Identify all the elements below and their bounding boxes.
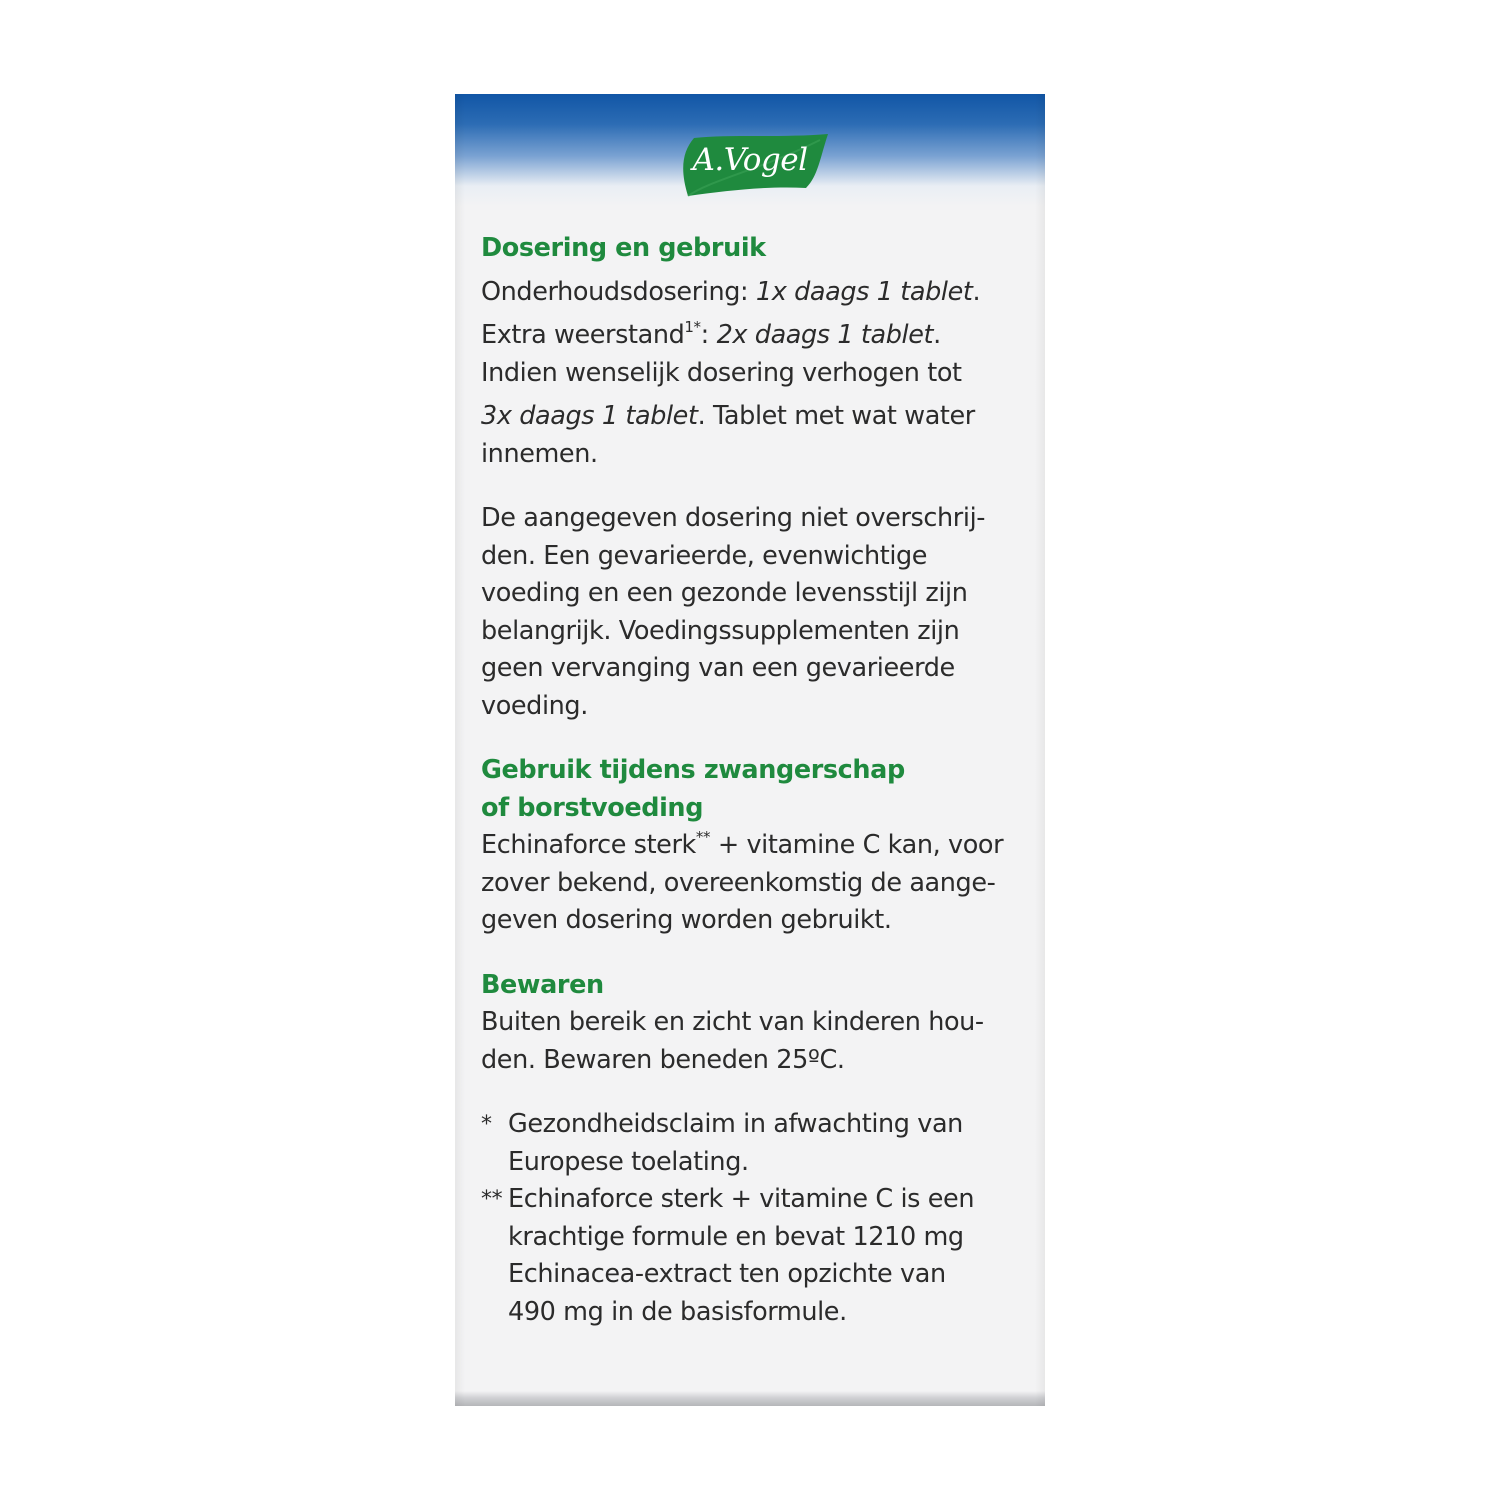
extra-resistance-dose: Extra weerstand$^{1*}$: 2x daags 1 tablet.: [481, 317, 941, 350]
increase-line: Indien wenselijk dosering verhogen tot: [481, 357, 962, 388]
footnote-2: ** Echinaforce sterk + vitamine C is een krachtige formule en bevat 1210 mg Echinacea-extract ten opzichte van 490 mg in de basisformule.: [481, 1184, 975, 1327]
storage-text: Buiten bereik en zicht van kinderen hou- den. Bewaren beneden 25ºC.: [481, 1007, 984, 1075]
brand-name: A.Vogel: [692, 142, 808, 178]
increase-end: innemen.: [481, 438, 598, 469]
footnote-1: * Gezondheidsclaim in afwachting van Europese toelating.: [481, 1109, 963, 1177]
maintenance-dose: Onderhoudsdosering: 1x daags 1 tablet.: [481, 276, 981, 307]
instructions-text: [481, 230, 1026, 1331]
dosing-warning: De aangegeven dosering niet overschrij- den. Een gevarieerde, evenwichtige voeding en een gezonde levensstijl zijn belangrijk. Voedingssupplementen zijn geen vervanging van een gevarieerde voeding.: [481, 503, 986, 721]
avogel-logo: [670, 130, 830, 200]
pregnancy-heading: Gebruik tijdens zwangerschap of borstvoeding: [481, 755, 905, 823]
dosing-heading: Dosering en gebruik: [481, 233, 766, 263]
increase-dose: 3x daags 1 tablet. Tablet met wat water: [481, 401, 975, 431]
storage-heading: Bewaren: [481, 969, 604, 1000]
product-side-panel: [455, 94, 1045, 1406]
pregnancy-text: Echinaforce sterk** + vitamine C kan, voor zover bekend, overeenkomstig de aange- geven dosering worden gebruikt.: [481, 827, 1004, 935]
